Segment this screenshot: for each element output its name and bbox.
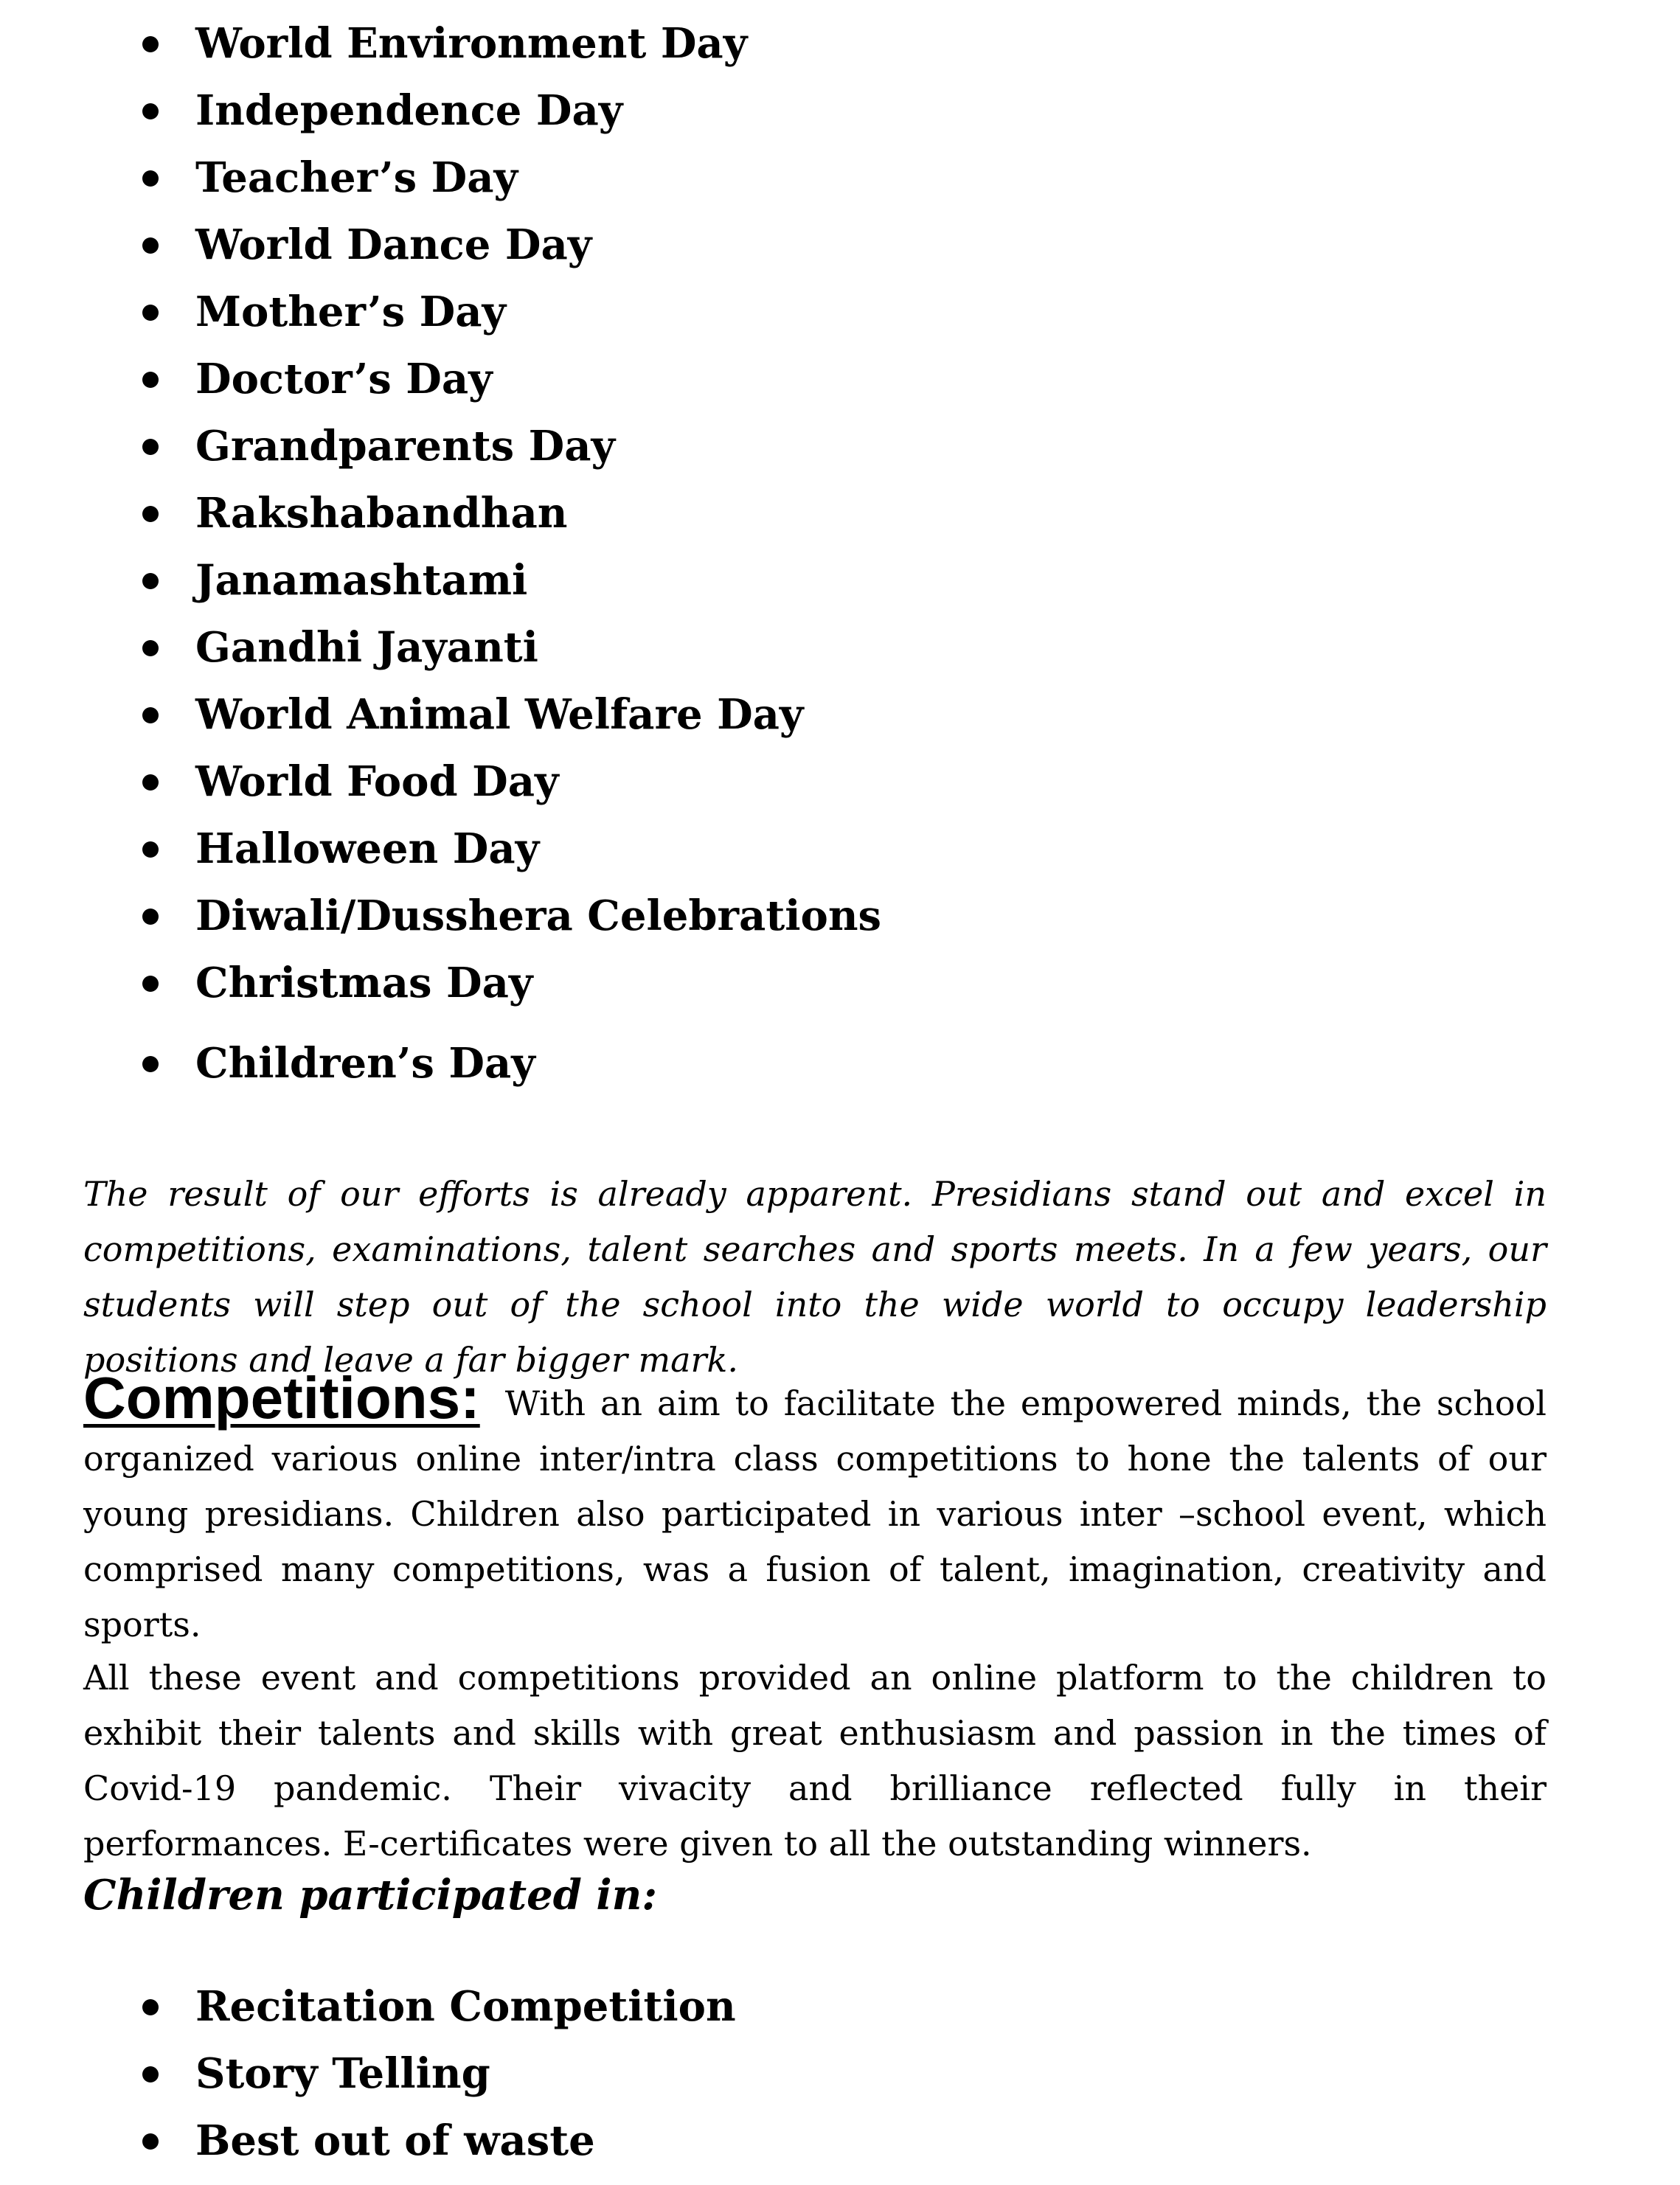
bullet-icon [142,909,159,925]
list-item-label: Rakshabandhan [195,489,568,538]
list-item-label: Children’s Day [195,1039,535,1088]
competitions-heading: Competitions: [83,1365,480,1431]
bullet-icon [142,976,159,992]
list-item-label: Independence Day [195,86,623,135]
bullet-icon [142,36,159,52]
bullet-icon [142,506,159,522]
bullet-icon [142,1999,159,2015]
events-paragraph: All these event and competitions provided an online platform to the children to exhibit their talents and skills with great enthusiasm and passion in the times of Covid-19 pandemic. Their vivacity and brilliance reflected fully in their performances. E-certificates were given to all the outstanding winners. [83,1658,1547,1863]
list-item-label: Grandparents Day [195,422,616,470]
list-item-label: Doctor’s Day [195,355,493,403]
bullet-icon [142,237,159,254]
list-item-label: Story Telling [195,2049,490,2098]
list-item-label: Halloween Day [195,824,540,873]
competitions-paragraph [83,1365,1547,1653]
list-item-label: Recitation Competition [195,1982,736,2031]
list-item-label: Janamashtami [195,556,528,605]
bullet-icon [142,774,159,791]
bullet-icon [142,103,159,119]
bullet-icon [142,439,159,455]
competitions-text: With an aim to facilitate the empowered minds, the school organized various online inter/intra class competitions to hone the talents of our young presidians. Children also participated in various inter –school event, which comprised many competitions, was a fusion of talent, imagination, creativity and sports. [83,1383,1547,1644]
participated-heading: Children participated in: [83,1871,658,1920]
list-item-label: World Animal Welfare Day [195,690,804,739]
list-item-label: World Environment Day [195,19,748,68]
list-item-label: Mother’s Day [195,288,507,336]
bullet-icon [142,2066,159,2082]
bullet-icon [142,841,159,858]
list-item-label: Gandhi Jayanti [195,623,538,672]
list-item-label: Christmas Day [195,959,533,1007]
results-paragraph: The result of our efforts is already apparent. Presidians stand out and excel in competitions, examinations, talent searches and sports meets. In a few years, our students will step out of the school into the wide world to occupy leadership positions and leave a far bigger mark. [83,1174,1547,1380]
list-item-label: World Food Day [195,757,559,806]
bullet-icon [142,2133,159,2150]
bullet-icon [142,305,159,321]
list-item-label: World Dance Day [195,220,592,269]
bullet-icon [142,640,159,656]
bullet-icon [142,707,159,723]
bullet-icon [142,573,159,589]
bullet-icon [142,372,159,388]
bullet-icon [142,1056,159,1072]
list-item-label: Diwali/Dusshera Celebrations [195,892,882,940]
bullet-icon [142,170,159,187]
list-item-label: Best out of waste [195,2116,595,2165]
list-item-label: Teacher’s Day [195,153,518,202]
